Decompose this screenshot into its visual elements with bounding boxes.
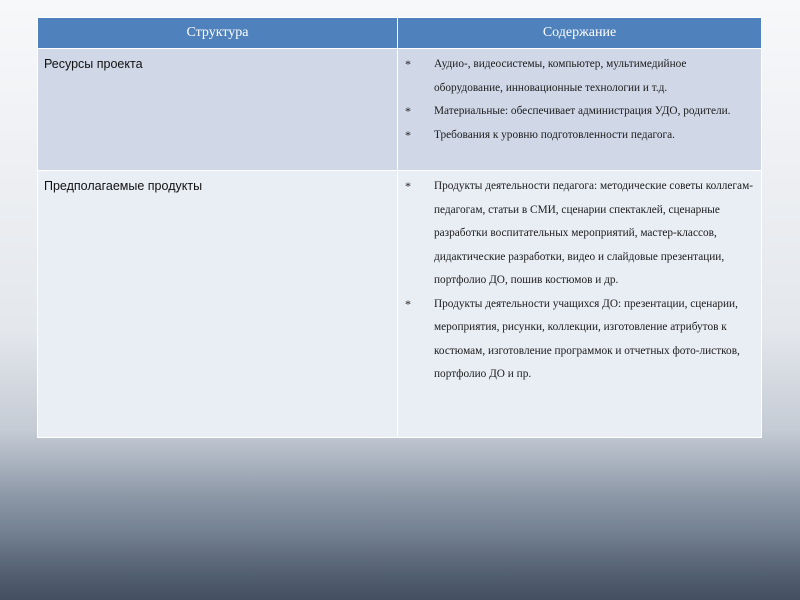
list-item: * Продукты деятельности учащихся ДО: презентации, сценарии, мероприятия, рисунки, коллекции, изготовление атрибутов к костюмам, изготовление программок и отчетных фото-листков, портфолио ДО и пр. xyxy=(398,293,755,387)
bullet-marker: * xyxy=(405,179,411,193)
row-label: Ресурсы проекта xyxy=(38,49,398,171)
table-row-products xyxy=(38,171,762,438)
list-item: * Требования к уровню подготовленности педагога. xyxy=(398,124,755,148)
list-item: * Продукты деятельности педагога: методические советы коллегам-педагогам, статьи в СМИ, сценарии спектаклей, сценарные разработки воспитательных мероприятий, мастер-классов, дидактические разработки, видео и слайдовые презентации, портфолио ДО, пошив костюмов и др. xyxy=(398,175,755,293)
bullet-list xyxy=(398,171,761,391)
list-item: * Аудио-, видеосистемы, компьютер, мультимедийное оборудование, инновационные технологии и т.д. xyxy=(398,53,755,100)
bullet-marker: * xyxy=(405,296,411,311)
slide-background-band xyxy=(0,430,800,600)
header-row xyxy=(38,18,762,49)
content-table xyxy=(37,17,762,438)
row-label: Предполагаемые продукты xyxy=(38,171,398,438)
row-content xyxy=(398,171,762,438)
row-content xyxy=(398,49,762,171)
list-item: * Материальные: обеспечивает администрация УДО, родители. xyxy=(398,100,755,124)
header-structure: Структура xyxy=(38,18,398,49)
bullet-marker: * xyxy=(405,127,411,142)
bullet-list xyxy=(398,49,761,151)
table-row-resources xyxy=(38,49,762,171)
bullet-marker: * xyxy=(405,104,411,118)
header-content: Содержание xyxy=(398,18,762,49)
bullet-marker: * xyxy=(405,57,411,71)
